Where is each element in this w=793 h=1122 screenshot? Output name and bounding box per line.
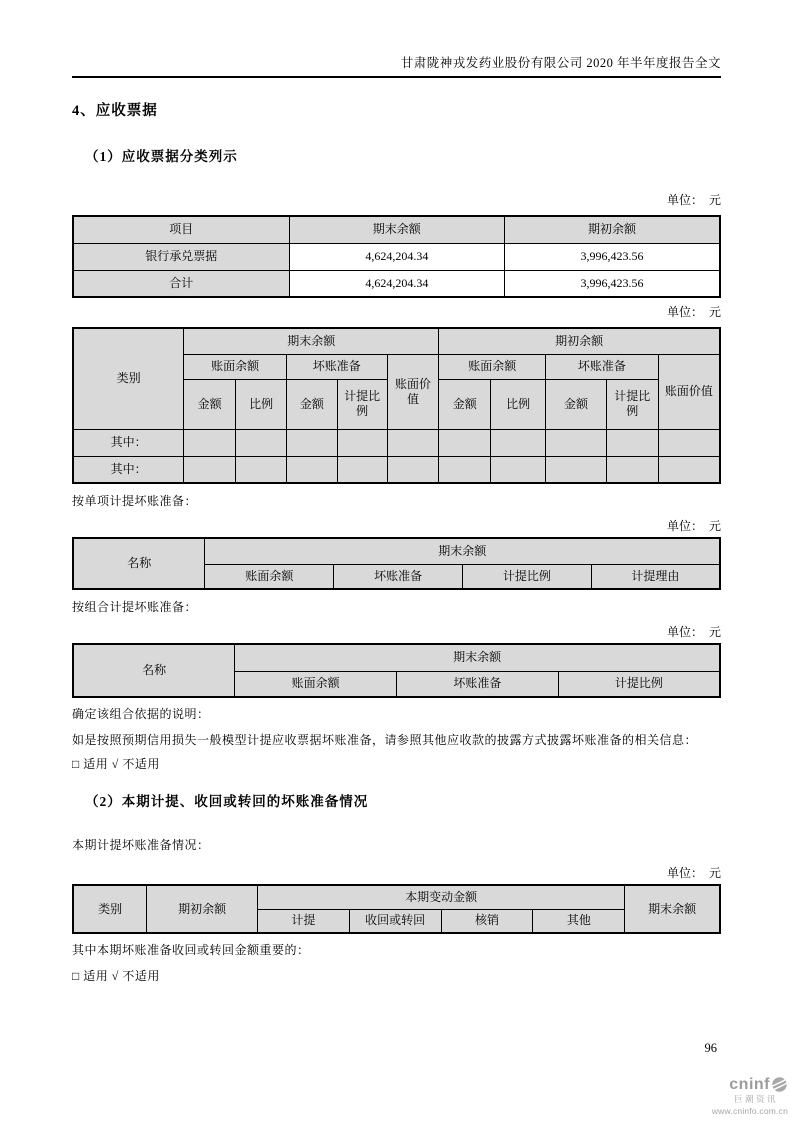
table-row — [73, 270, 720, 297]
table-row — [73, 243, 720, 270]
provision-change-table — [72, 884, 721, 934]
col-header-book-value: 账面价值 — [387, 354, 439, 429]
bad-debt-method-table — [72, 327, 721, 484]
empty-cell — [387, 456, 439, 483]
col-header-book-value: 账面价值 — [658, 354, 720, 429]
empty-cell — [491, 429, 546, 456]
empty-cell — [606, 429, 658, 456]
empty-cell — [606, 456, 658, 483]
bills-classification-table — [72, 215, 721, 298]
empty-cell — [184, 429, 236, 456]
col-header-recovery-reversal: 收回或转回 — [349, 909, 441, 933]
portfolio-provision-table — [72, 643, 721, 698]
col-header-bad-debt-provision: 坏账准备 — [334, 564, 463, 589]
table-header-row — [73, 538, 720, 564]
col-header-book-balance: 账面余额 — [235, 671, 397, 697]
note-ecl-model: 如是按照预期信用损失一般模型计提应收票据坏账准备，请参照其他应收款的披露方式披露坏账准备的相关信息： — [72, 733, 698, 747]
col-header-provision-ratio: 计提比例 — [337, 379, 387, 429]
unit-label: 单位： 元 — [666, 866, 721, 880]
table-row — [73, 429, 720, 456]
col-header-amount: 金额 — [287, 379, 338, 429]
col-header-provision: 计提 — [257, 909, 349, 933]
col-header-provision-ratio: 计提比例 — [558, 671, 720, 697]
row-label-bank-acceptance: 银行承兑票据 — [73, 243, 289, 270]
empty-cell — [236, 429, 287, 456]
table-header-row — [73, 644, 720, 671]
empty-cell — [658, 429, 720, 456]
empty-cell — [491, 456, 546, 483]
note-current-provision: 本期计提坏账准备情况： — [72, 838, 210, 852]
col-header-ratio: 比例 — [236, 379, 287, 429]
value-ending: 4,624,204.34 — [289, 270, 504, 297]
col-header-beginning-balance: 期初余额 — [505, 216, 720, 243]
note-significant-recovery: 其中本期坏账准备收回或转回金额重要的： — [72, 943, 310, 957]
empty-cell — [287, 456, 338, 483]
individual-provision-table — [72, 537, 721, 590]
col-header-amount: 金额 — [546, 379, 607, 429]
note-individual-provision: 按单项计提坏账准备： — [72, 494, 198, 508]
cninfo-url: www.cninfo.com.cn — [711, 1106, 788, 1116]
cninfo-swirl-icon — [771, 1076, 788, 1093]
note-portfolio-basis: 确定该组合依据的说明： — [72, 707, 210, 721]
row-label-including: 其中： — [73, 429, 184, 456]
col-header-beginning-balance: 期初余额 — [439, 328, 720, 354]
table-header-row — [73, 216, 720, 243]
table-row — [73, 456, 720, 483]
col-header-item: 项目 — [73, 216, 289, 243]
value-ending: 4,624,204.34 — [289, 243, 504, 270]
col-header-amount: 金额 — [439, 379, 491, 429]
col-header-provision-ratio: 计提比例 — [462, 564, 591, 589]
col-header-provision-reason: 计提理由 — [591, 564, 720, 589]
row-label-including: 其中： — [73, 456, 184, 483]
empty-cell — [546, 456, 607, 483]
row-label-total: 合计 — [73, 270, 289, 297]
col-header-bad-debt-provision: 坏账准备 — [546, 354, 659, 379]
unit-label: 单位： 元 — [666, 193, 721, 207]
document-header-title: 甘肃陇神戎发药业股份有限公司 2020 年半年度报告全文 — [72, 0, 721, 78]
empty-cell — [439, 429, 491, 456]
col-header-bad-debt-provision: 坏账准备 — [397, 671, 559, 697]
col-header-book-balance: 账面余额 — [205, 564, 334, 589]
col-header-ending-balance: 期末余额 — [289, 216, 504, 243]
col-header-ending-balance: 期末余额 — [235, 644, 720, 671]
value-beginning: 3,996,423.56 — [505, 243, 720, 270]
col-header-category: 类别 — [73, 328, 184, 429]
subsection-title-4-1: （1）应收票据分类列示 — [85, 149, 238, 164]
col-header-amount: 金额 — [184, 379, 236, 429]
col-header-book-balance: 账面余额 — [439, 354, 546, 379]
empty-cell — [337, 456, 387, 483]
col-header-provision-ratio: 计提比例 — [606, 379, 658, 429]
empty-cell — [287, 429, 338, 456]
col-header-bad-debt-provision: 坏账准备 — [287, 354, 388, 379]
table-header-row — [73, 885, 720, 909]
page-number: 96 — [704, 1041, 717, 1055]
col-header-write-off: 核销 — [441, 909, 533, 933]
col-header-ending-balance: 期末余额 — [205, 538, 720, 564]
col-header-name: 名称 — [73, 538, 205, 589]
empty-cell — [236, 456, 287, 483]
section-title-4: 4、应收票据 — [72, 103, 158, 119]
col-header-book-balance: 账面余额 — [184, 354, 287, 379]
empty-cell — [546, 429, 607, 456]
col-header-other: 其他 — [533, 909, 625, 933]
col-header-beginning-balance: 期初余额 — [147, 885, 258, 933]
unit-label: 单位： 元 — [666, 625, 721, 639]
table-header-row — [73, 328, 720, 354]
cninfo-cn-name: 巨潮资讯 — [733, 1094, 778, 1104]
unit-label: 单位： 元 — [666, 519, 721, 533]
col-header-ending-balance: 期末余额 — [184, 328, 439, 354]
page-content — [72, 0, 721, 984]
empty-cell — [439, 456, 491, 483]
empty-cell — [387, 429, 439, 456]
unit-label: 单位： 元 — [666, 305, 721, 319]
cninfo-brand-text: cninf — [729, 1075, 770, 1093]
col-header-current-change: 本期变动金额 — [257, 885, 624, 909]
empty-cell — [658, 456, 720, 483]
col-header-ratio: 比例 — [491, 379, 546, 429]
col-header-ending-balance: 期末余额 — [625, 885, 720, 933]
subsection-title-4-2: （2）本期计提、收回或转回的坏账准备情况 — [85, 794, 369, 809]
col-header-name: 名称 — [73, 644, 235, 697]
empty-cell — [337, 429, 387, 456]
empty-cell — [184, 456, 236, 483]
applicable-checkbox-line: □ 适用 √ 不适用 — [72, 757, 160, 771]
value-beginning: 3,996,423.56 — [505, 270, 720, 297]
applicable-checkbox-line: □ 适用 √ 不适用 — [72, 969, 160, 983]
col-header-category: 类别 — [73, 885, 147, 933]
cninfo-logo-top — [702, 1076, 788, 1093]
cninfo-logo — [702, 1076, 788, 1116]
note-portfolio-provision: 按组合计提坏账准备： — [72, 600, 198, 614]
